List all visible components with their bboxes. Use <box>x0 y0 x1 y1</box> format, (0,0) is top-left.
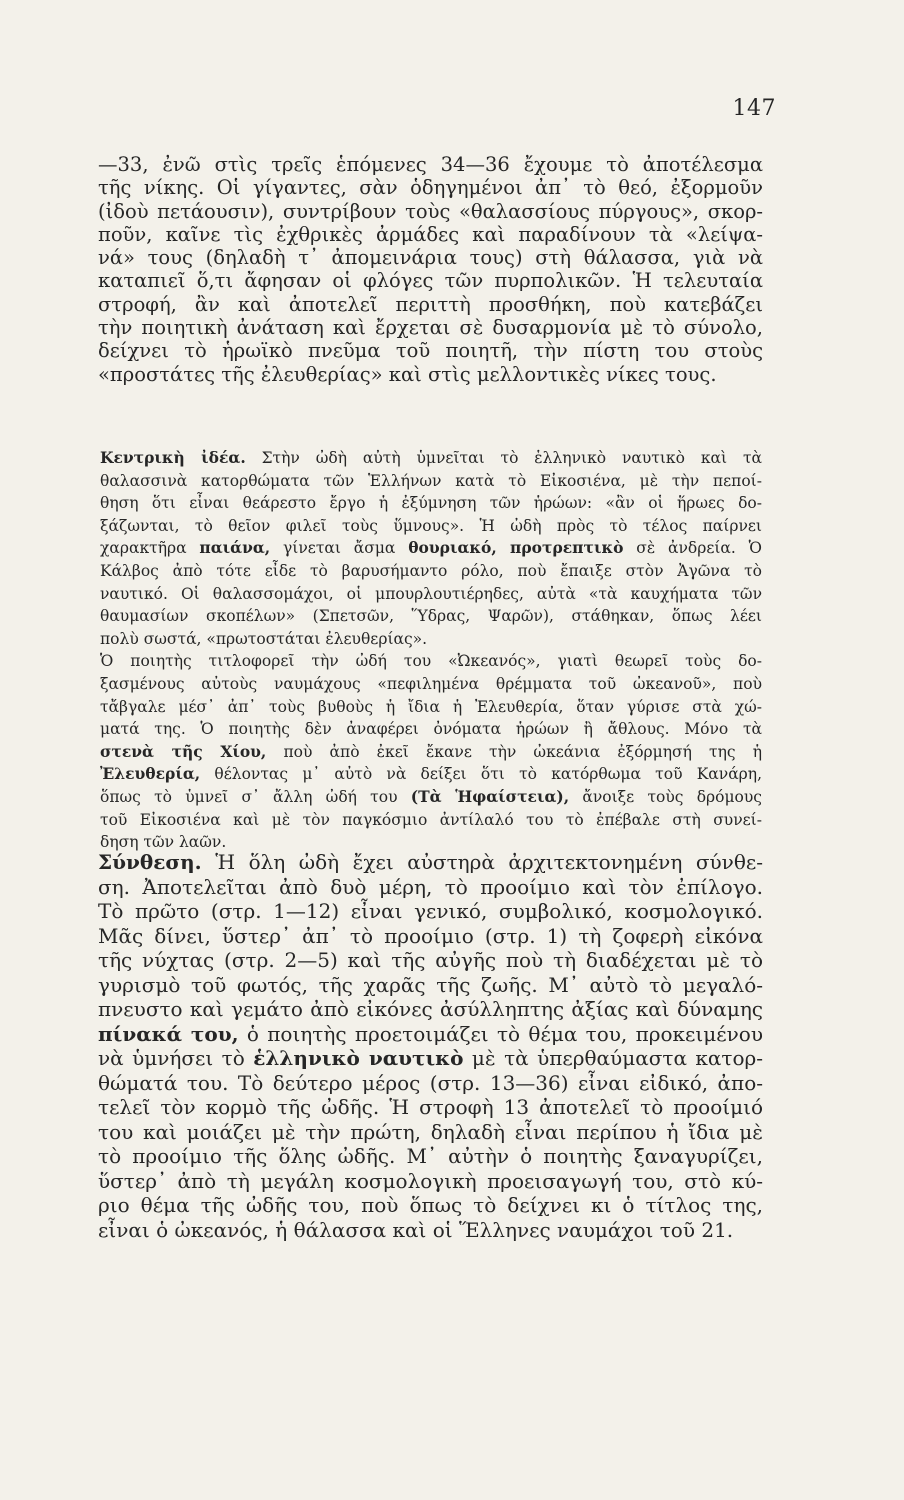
text-line: στροφή, ἂν καὶ ἀποτελεῖ περιττὴ προσθήκη, ποὺ κατεβάζει <box>98 292 763 316</box>
text-line: (ἰδοὺ πετάουσιν), συντρίβουν τοὺς «θαλασσίους πύργους», σκορ- <box>98 199 763 223</box>
text-line: τῆς νίκης. Οἱ γίγαντες, σὰν ὁδηγημένοι ἀπ᾽ τὸ θεό, ἐξορμοῦν <box>98 176 763 200</box>
text-line: δείχνει τὸ ἡρωϊκὸ πνεῦμα τοῦ ποιητῆ, τὴν πίστη του στοὺς <box>98 339 763 363</box>
text-line: στενὰ τῆς Χίου, ποὺ ἀπὸ ἐκεῖ ἔκανε τὴν ὠκεάνια ἐξόρμησή της ἡ <box>100 741 762 761</box>
text-line: θώματά του. Τὸ δεύτερο μέρος (στρ. 13—36) εἶναι εἰδικό, ἀπο- <box>98 1070 763 1095</box>
text-line: ναυτικό. Οἱ θαλασσομάχοι, οἱ μπουρλουτιέρηδες, αὐτὰ «τὰ καυχήματα τῶν <box>100 584 762 603</box>
text-line: γυρισμὸ τοῦ φωτός, τῆς χαρᾶς τῆς ζωῆς. Μ᾽ αὐτὸ τὸ μεγαλό- <box>98 972 763 997</box>
text-line: Κεντρικὴ ἰδέα. Στὴν ὠδὴ αὐτὴ ὑμνεῖται τὸ ἑλληνικὸ ναυτικὸ καὶ τὰ <box>100 448 762 467</box>
text-line: ποῦν, καῖνε τὶς ἐχθρικὲς ἀρμάδες καὶ παραδίνουν τὰ «λείψα- <box>98 222 763 246</box>
text-line: ὕστερ᾽ ἀπὸ τὴ μεγάλη κοσμολογικὴ προεισαγωγή του, στὸ κύ- <box>98 1168 763 1193</box>
text-line: Ἐλευθερία, θέλοντας μ᾽ αὐτὸ νὰ δείξει ὅτι τὸ κατόρθωμα τοῦ Κανάρη, <box>100 764 762 784</box>
text-line: ση. Ἀποτελεῖται ἀπὸ δυὸ μέρη, τὸ προοίμιο καὶ τὸν ἐπίλογο. <box>98 874 763 899</box>
text-line: Σύνθεση. Ἡ ὅλη ὠδὴ ἔχει αὐστηρὰ ἀρχιτεκτονημένη σύνθε- <box>98 850 763 874</box>
text-line: «προστάτες τῆς ἐλευθερίας» καὶ στὶς μελλοντικὲς νίκες τους. <box>98 362 717 386</box>
text-line: Ὁ ποιητὴς τιτλοφορεῖ τὴν ὠδή του «Ὠκεανός», γιατὶ θεωρεῖ τοὺς δο- <box>100 652 762 671</box>
text-line: τελεῖ τὸν κορμὸ τῆς ὠδῆς. Ἡ στροφὴ 13 ἀποτελεῖ τὸ προοίμιό <box>98 1095 763 1119</box>
text-line: του καὶ μοιάζει μὲ τὴν πρώτη, δηλαδὴ εἶναι περίπου ἡ ἴδια μὲ <box>98 1119 763 1144</box>
text-line: Μᾶς δίνει, ὕστερ᾽ ἀπ᾽ τὸ προοίμιο (στρ. 1) τὴ ζοφερὴ εἰκόνα <box>98 923 763 948</box>
text-line: ριο θέμα τῆς ὠδῆς του, ποὺ ὅπως τὸ δείχνει κι ὁ τίτλος της, <box>98 1193 763 1217</box>
text-line: θηση ὅτι εἶναι θεάρεστο ἔργο ἡ ἐξύμνηση τῶν ἡρώων: «ἂν οἱ ἥρωες δο- <box>100 494 762 513</box>
text-line: νὰ ὑμνήσει τὸ ἑλληνικὸ ναυτικὸ μὲ τὰ ὑπερθαύμαστα κατορ- <box>98 1046 763 1070</box>
central-idea-heading: Κεντρικὴ ἰδέα. <box>100 448 246 467</box>
paragraph-central-idea <box>100 447 762 854</box>
text-line: πνευστο καὶ γεμάτο ἀπὸ εἰκόνες ἀσύλληπτης ἀξίας καὶ δύναμης <box>98 997 763 1021</box>
text-line: τῆς νύχτας (στρ. 2—5) καὶ τῆς αὐγῆς ποὺ τὴ διαδέχεται μὲ τὸ <box>98 948 763 972</box>
text-line: πίνακά του, ὁ ποιητὴς προετοιμάζει τὸ θέμα του, προκειμένου <box>98 1021 763 1046</box>
text-line: δηση τῶν λαῶν. <box>100 833 227 852</box>
text-line: τοῦ Εἰκοσιένα καὶ μὲ τὸν παγκόσμιο ἀντίλαλό του τὸ ἐπέβαλε στὴ συνεί- <box>100 810 762 829</box>
text-line: ξασμένους αὐτοὺς ναυμάχους «πεφιλημένα θρέμματα τοῦ ὠκεανοῦ», ποὺ <box>100 674 762 693</box>
text-line: —33, ἐνῶ στὶς τρεῖς ἑπόμενες 34—36 ἔχουμε τὸ ἀποτέλεσμα <box>98 153 763 176</box>
text-line: εἶναι ὁ ὠκεανός, ἡ θάλασσα καὶ οἱ Ἕλληνες ναυμάχοι τοῦ 21. <box>98 1217 734 1242</box>
text-line: πολὺ σωστά, «πρωτοστάται ἐλευθερίας». <box>100 629 428 648</box>
composition-heading: Σύνθεση. <box>98 850 202 874</box>
text-line: ὅπως τὸ ὑμνεῖ σ᾽ ἄλλη ὠδή του (Τὰ Ἡφαίστεια), ἄνοιξε τοὺς δρόμους <box>100 786 762 806</box>
text-line: καταπιεῖ ὅ,τι ἄφησαν οἱ φλόγες τῶν πυρπολικῶν. Ἡ τελευταία <box>98 269 763 293</box>
text-line: τἄβγαλε μέσ᾽ ἀπ᾽ τοὺς βυθοὺς ἡ ἴδια ἡ Ἐλευθερία, ὅταν γύρισε στὰ χώ- <box>100 697 762 716</box>
text-line: θαλασσινὰ κατορθώματα τῶν Ἑλλήνων κατὰ τὸ Εἰκοσιένα, μὲ τὴν πεποί- <box>100 471 762 490</box>
text-line: ματά της. Ὁ ποιητὴς δὲν ἀναφέρει ὀνόματα ἡρώων ἢ ἄθλους. Μόνο τὰ <box>100 720 762 739</box>
text-line: τὴν ποιητικὴ ἀνάταση καὶ ἔρχεται σὲ δυσαρμονία μὲ τὸ σύνολο, <box>98 316 763 340</box>
paragraph-ode-stanzas <box>98 153 763 386</box>
text-line: νά» τους (δηλαδὴ τ᾽ ἀπομεινάρια τους) στὴ θάλασσα, γιὰ νὰ <box>98 246 763 270</box>
text-line: χαρακτῆρα παιάνα, γίνεται ἄσμα θουριακό, προτρεπτικὸ σὲ ἀνδρεία. Ὁ <box>100 538 762 558</box>
text-line: Τὸ πρῶτο (στρ. 1—12) εἶναι γενικό, συμβολικό, κοσμολογικό. <box>98 899 763 923</box>
text-line: τὸ προοίμιο τῆς ὅλης ὠδῆς. Μ᾽ αὐτὴν ὁ ποιητὴς ξαναγυρίζει, <box>98 1144 763 1168</box>
text-line: ξάζωνται, τὸ θεῖον φιλεῖ τοὺς ὕμνους». Ἡ ὠδὴ πρὸς τὸ τέλος παίρνει <box>100 516 762 535</box>
paragraph-composition <box>98 850 763 1242</box>
page-number: 147 <box>732 96 776 121</box>
text-line: Κάλβος ἀπὸ τότε εἶδε τὸ βαρυσήμαντο ρόλο, ποὺ ἔπαιξε στὸν Ἀγῶνα τὸ <box>100 561 762 580</box>
text-line: θαυμασίων σκοπέλων» (Σπετσῶν, Ὕδρας, Ψαρῶν), στάθηκαν, ὅπως λέει <box>100 607 762 626</box>
